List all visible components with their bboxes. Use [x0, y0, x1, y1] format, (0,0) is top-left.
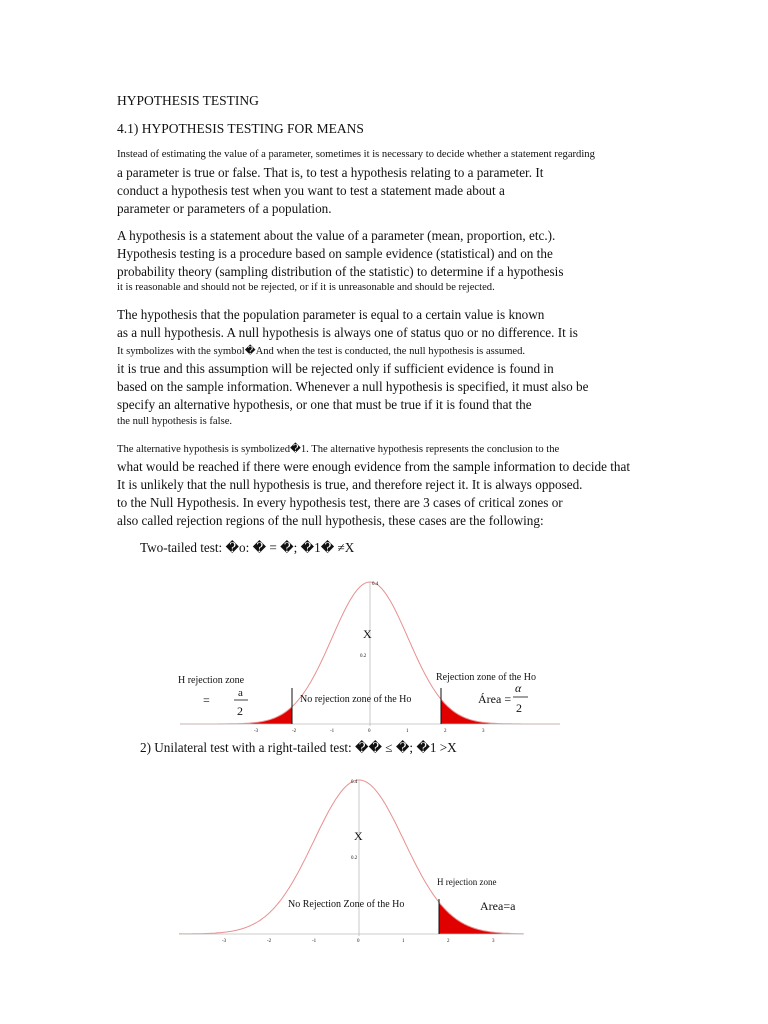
x-tick-label: 2	[444, 729, 447, 734]
peak-x-label: X	[363, 627, 372, 641]
x-tick-labels	[222, 939, 495, 944]
para1-line: Instead of estimating the value of a parameter, sometimes it is necessary to decide whether a statement regarding	[117, 149, 595, 160]
x-tick-label: -3	[254, 729, 259, 734]
x-tick-label: 1	[402, 939, 405, 944]
case1-formula: Two-tailed test: �o: � = �; �1� ≠X	[140, 540, 355, 555]
para1-line: a parameter is true or false. That is, to test a hypothesis relating to a parameter. It	[117, 165, 544, 180]
para4-line: also called rejection regions of the null hypothesis, these cases are the following:	[117, 513, 544, 528]
y-tick-label: 0.4	[372, 582, 379, 587]
para2-line: it is reasonable and should not be rejected, or if it is unreasonable and should be rejected.	[117, 282, 495, 293]
right-area-label: Área =	[478, 692, 512, 706]
para1-line: conduct a hypothesis test when you want to test a statement made about a	[117, 183, 505, 198]
para3-line: based on the sample information. Whenever a null hypothesis is specified, it must also be	[117, 379, 589, 394]
left-area-equals: =	[203, 693, 210, 707]
x-tick-label: 2	[447, 939, 450, 944]
para3-line: it is true and this assumption will be rejected only if sufficient evidence is found in	[117, 361, 554, 376]
page-title: HYPOTHESIS TESTING	[117, 93, 259, 108]
para1-line: parameter or parameters of a population.	[117, 201, 332, 216]
para3-line: as a null hypothesis. A null hypothesis is always one of status quo or no difference. It is	[117, 325, 578, 340]
y-tick-label: 0.2	[351, 856, 358, 861]
x-tick-label: 0	[357, 939, 360, 944]
y-tick-label: 0.4	[351, 780, 358, 785]
right-frac-num: α	[515, 681, 522, 695]
para3-line: the null hypothesis is false.	[117, 416, 233, 427]
x-tick-label: 1	[406, 729, 409, 734]
para3-line: The hypothesis that the population parameter is equal to a certain value is known	[117, 307, 545, 322]
para4-line: The alternative hypothesis is symbolized�1. The alternative hypothesis represents the conclusion to the	[117, 444, 560, 455]
para2-line: A hypothesis is a statement about the value of a parameter (mean, proportion, etc.).	[117, 228, 556, 243]
para2-line: probability theory (sampling distribution of the statistic) to determine if a hypothesis	[117, 264, 564, 279]
peak-x-label: X	[354, 829, 363, 843]
para4-line: It is unlikely that the null hypothesis is true, and therefore reject it. It is always opposed.	[117, 477, 583, 492]
x-tick-label: -1	[330, 729, 335, 734]
para4-line: what would be reached if there were enough evidence from the sample information to decide that	[117, 459, 631, 474]
right-tailed-figure	[0, 774, 768, 954]
x-tick-label: -2	[267, 939, 272, 944]
right-zone-label: H rejection zone	[437, 877, 497, 887]
left-zone-label: H rejection zone	[178, 675, 245, 686]
left-frac-den: 2	[237, 704, 243, 718]
x-tick-label: -3	[222, 939, 227, 944]
no-rejection-label: No rejection zone of the Ho	[300, 694, 412, 705]
right-zone-label: Rejection zone of the Ho	[436, 672, 536, 683]
para4-line: to the Null Hypothesis. In every hypothesis test, there are 3 cases of critical zones or	[117, 495, 563, 510]
case2-formula: 2) Unilateral test with a right-tailed test: �� ≤ �; �1 >X	[140, 740, 457, 755]
para3-line: It symbolizes with the symbol�And when the test is conducted, the null hypothesis is assumed.	[117, 346, 526, 357]
section-title: 4.1) HYPOTHESIS TESTING FOR MEANS	[117, 121, 364, 136]
no-rejection-label: No Rejection Zone of the Ho	[288, 899, 405, 910]
para3-line: specify an alternative hypothesis, or one that must be true if it is found that the	[117, 397, 532, 412]
x-tick-label: 3	[482, 729, 485, 734]
right-frac-den: 2	[516, 701, 522, 715]
x-tick-label: -2	[292, 729, 297, 734]
y-tick-label: 0.2	[360, 654, 367, 659]
two-tailed-figure	[0, 576, 768, 756]
para2-line: Hypothesis testing is a procedure based on sample evidence (statistical) and on the	[117, 246, 553, 261]
x-tick-labels	[254, 729, 485, 734]
area-label: Area=a	[480, 899, 516, 913]
x-tick-label: -1	[312, 939, 317, 944]
x-tick-label: 0	[368, 729, 371, 734]
x-tick-label: 3	[492, 939, 495, 944]
left-frac-num: a	[238, 687, 243, 699]
